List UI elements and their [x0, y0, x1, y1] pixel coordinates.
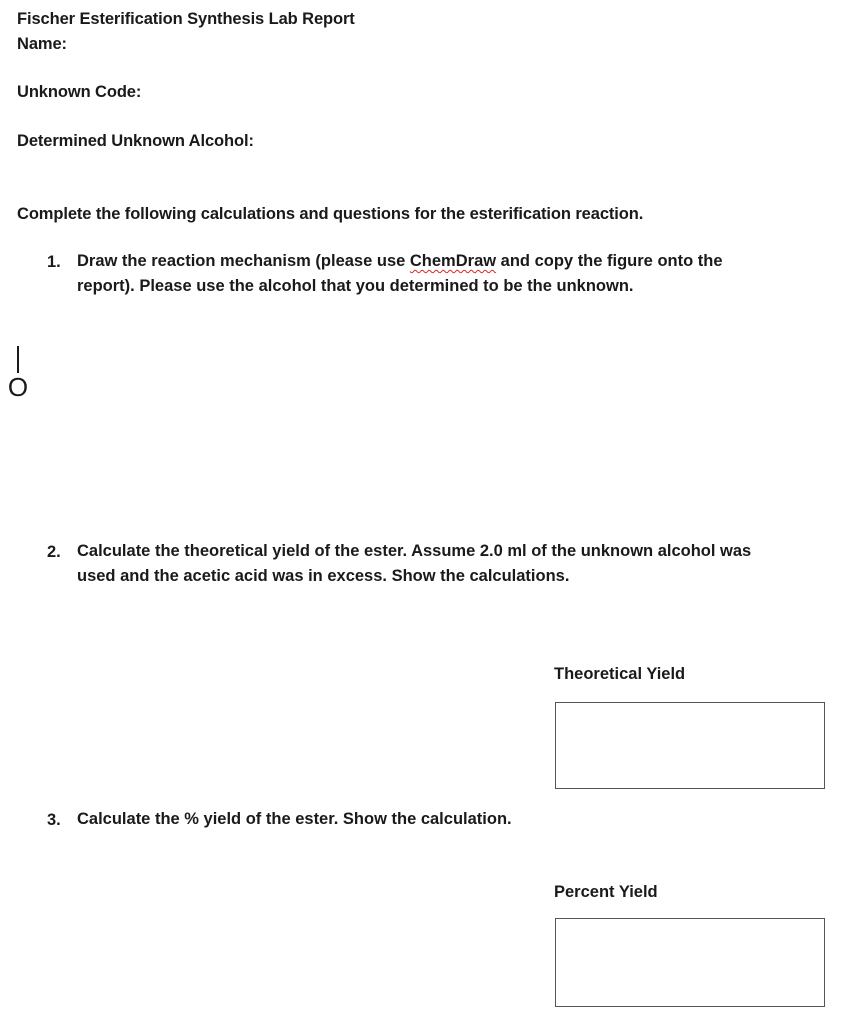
percent-yield-box[interactable]	[555, 918, 825, 1007]
report-title: Fischer Esterification Synthesis Lab Report	[17, 10, 355, 28]
question-3-number: 3.	[47, 811, 61, 829]
theoretical-yield-box[interactable]	[555, 702, 825, 789]
question-3-text	[77, 807, 512, 832]
oxygen-atom-fragment-icon	[4, 344, 38, 400]
question-2-text-line1: Calculate the theoretical yield of the ester. Assume 2.0 ml of the unknown alcohol was	[77, 542, 752, 560]
question-2-number: 2.	[47, 543, 61, 561]
oxygen-atom-label: O	[7, 372, 29, 400]
question-1-text-a: Draw the reaction mechanism (please use	[77, 252, 410, 270]
question-3-text-line1: Calculate the % yield of the ester. Show the calculation.	[77, 810, 512, 828]
question-2-text	[77, 539, 751, 589]
chemdraw-word: ChemDraw	[409, 252, 497, 270]
unknown-code-label: Unknown Code:	[17, 83, 142, 101]
determined-alcohol-label: Determined Unknown Alcohol:	[17, 132, 254, 150]
question-1-text	[77, 249, 723, 299]
theoretical-yield-label: Theoretical Yield	[554, 665, 686, 683]
question-1-number: 1.	[47, 253, 61, 271]
question-1-text-line2: report). Please use the alcohol that you determined to be the unknown.	[77, 277, 634, 295]
question-1-text-b: and copy the figure onto the	[496, 252, 723, 270]
percent-yield-label: Percent Yield	[554, 883, 658, 901]
name-label: Name:	[17, 35, 67, 53]
question-2-text-line2: used and the acetic acid was in excess. Show the calculations.	[77, 567, 570, 585]
instructions-text: Complete the following calculations and questions for the esterification reaction.	[17, 205, 644, 223]
